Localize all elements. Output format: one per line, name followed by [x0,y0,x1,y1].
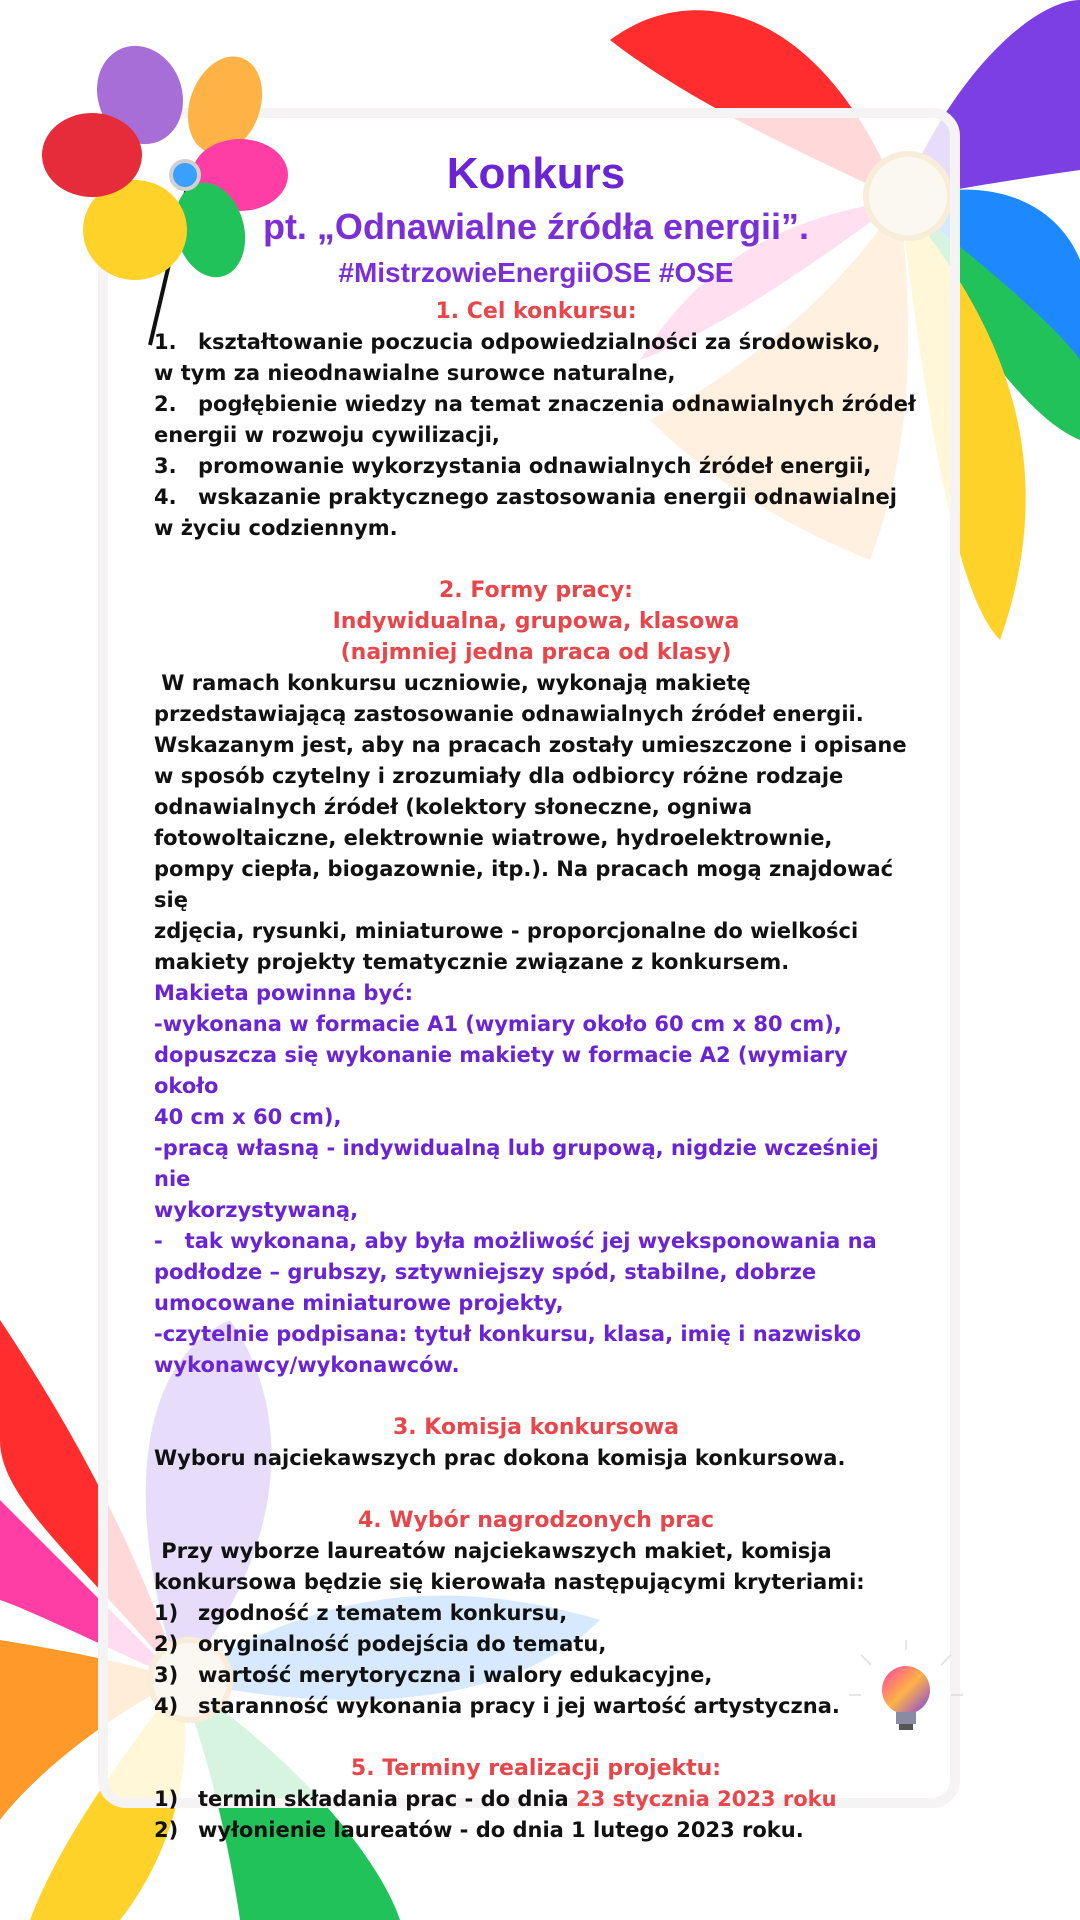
criteria-item-1: 1) zgodność z tematem konkursu, [154,1601,568,1625]
section-2-heading: 2. Formy pracy: [439,578,633,603]
goal-item-1: 1. kształtowanie poczucia odpowiedzialności za środowisko, w tym za nieodnawialne surowce naturalne, [154,330,881,385]
deadline-date: 23 stycznia 2023 roku [576,1787,837,1811]
section-5-heading: 5. Terminy realizacji projektu: [350,1756,722,1781]
criteria-item-3: 3) wartość merytoryczna i walory edukacyjne, [154,1663,713,1687]
goal-item-3: 3. promowanie wykorzystania odnawialnych źródeł energii, [154,454,872,478]
goal-item-2: 2. pogłębienie wiedzy na temat znaczenia odnawialnych źródeł energii w rozwoju cywilizacji, [154,392,916,447]
goal-item-4: 4. wskazanie praktycznego zastosowania energii odnawialnej w życiu codziennym. [154,485,897,540]
section-1-heading: 1. Cel konkursu: [435,299,637,324]
work-forms: Indywidualna, grupowa, klasowa [332,609,740,634]
deadline-item-2: 2) wyłonienie laureatów - do dnia 1 lutego 2023 roku. [154,1818,804,1842]
criteria-item-2: 2) oryginalność podejścia do tematu, [154,1632,607,1656]
page-subtitle: pt. „Odnawialne źródła energii”. [262,206,810,247]
section-3-heading: 3. Komisja konkursowa [392,1415,680,1440]
announcement-content [154,140,918,1846]
criteria-item-4: 4) staranność wykonania pracy i jej wartość artystyczna. [154,1694,840,1718]
hashtags: #MistrzowieEnergiiOSE #OSE [338,257,734,288]
section-3-body: Wyboru najciekawszych prac dokona komisja konkursowa. [154,1446,846,1470]
section-4-intro: Przy wyborze laureatów najciekawszych makiet, komisja konkursowa będzie się kierowała następującymi kryteriami: [154,1539,865,1594]
work-forms-note: (najmniej jedna praca od klasy) [340,640,732,665]
section-4-heading: 4. Wybór nagrodzonych prac [357,1508,715,1533]
section-2-body: W ramach konkursu uczniowie, wykonają makietę przedstawiającą zastosowanie odnawialnych źródeł energii. Wskazanym jest, aby na pracach zostały umieszczone i opisane w sposób czytelny i zrozumiały dla odbiorcy różne rodzaje odnawialnych źródeł (kolektory słoneczne, ogniwa fotowoltaiczne, elektrownie wiatrowe, hydroelektrownie, pompy ciepła, biogazownie, itp.). Na pracach mogą znajdować się zdjęcia, rysunki, miniaturowe - proporcjonalne do wielkości makiety projekty tematycznie związane z konkursem. [154,671,907,974]
page-title: Konkurs [446,149,626,198]
model-requirements: Makieta powinna być: -wykonana w formacie A1 (wymiary około 60 cm x 80 cm), dopuszcza się wykonanie makiety w formacie A2 (wymiary około 40 cm x 60 cm), -pracą własną - indywidualną lub grupową, nigdzie wcześniej nie wykorzystywaną, - tak wykonana, aby była możliwość jej wyeksponowania na podłodze – grubszy, sztywniejszy spód, stabilne, dobrze umocowane miniaturowe projekty, -czytelnie podpisana: tytuł konkursu, klasa, imię i nazwisko wykonawcy/wykonawców. [154,981,879,1377]
deadline-item-1: 1) termin składania prac - do dnia 23 stycznia 2023 roku [154,1787,837,1811]
